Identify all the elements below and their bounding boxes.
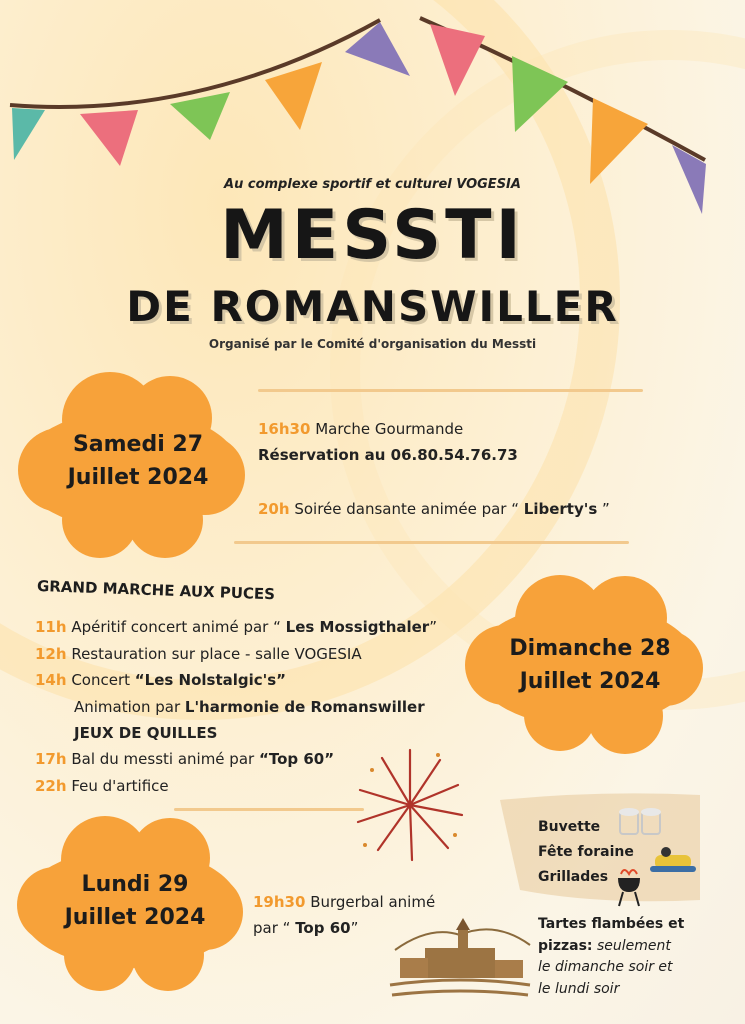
event-text: Marche Gourmande — [310, 420, 464, 438]
sunday-item: Animation par L'harmonie de Romanswiller — [74, 698, 425, 716]
sunday-item: 17h Bal du messti animé par “Top 60” — [35, 750, 335, 768]
monday-event-line2: par “ Top 60” — [253, 919, 359, 937]
title-messti: MESSTI — [220, 196, 525, 275]
buvette-label: Buvette — [538, 819, 601, 835]
tartes-flambees-note — [538, 914, 684, 1001]
title-romanswiller: DE ROMANSWILLER — [126, 282, 619, 331]
sunday-item: JEUX DE QUILLES — [74, 724, 218, 742]
sunday-date-line1: Dimanche 28 — [509, 636, 671, 661]
sunday-item: 12h Restauration sur place - salle VOGESIA — [35, 645, 362, 663]
event-time: 20h — [258, 500, 290, 518]
organiser-line: Organisé par le Comité d'organisation du Messti — [208, 337, 537, 351]
monday-date-line1: Lundi 29 — [81, 872, 189, 897]
monday-date-line2: Juillet 2024 — [64, 905, 206, 930]
event-text: Soirée dansante animée par “ — [289, 500, 524, 518]
band-name: Liberty's — [523, 500, 598, 518]
tartes-line1: Tartes flambées et — [538, 916, 685, 932]
sunday-item: 22h Feu d'artifice — [35, 777, 169, 795]
flea-market-heading: GRAND MARCHE AUX PUCES — [36, 577, 276, 604]
sunday-item: 11h Apéritif concert animé par “ Les Mossigthaler” — [35, 618, 437, 636]
sunday-date-line2: Juillet 2024 — [519, 669, 661, 694]
monday-event: 19h30 Burgerbal animé — [253, 893, 436, 911]
grillades-label: Grillades — [538, 869, 609, 886]
tartes-line2: pizzas: seulement — [538, 937, 671, 954]
saturday-reservation: Réservation au 06.80.54.76.73 — [258, 446, 518, 464]
fete-foraine-label: Fête foraine — [538, 844, 634, 861]
event-end: ” — [597, 500, 610, 518]
event-time: 16h30 — [258, 420, 311, 438]
saturday-date-line1: Samedi 27 — [72, 432, 204, 457]
tartes-line4: le lundi soir — [538, 981, 620, 998]
venue-line: Au complexe sportif et culturel VOGESIA — [224, 177, 521, 192]
saturday-date-line2: Juillet 2024 — [67, 465, 209, 490]
sunday-item: 14h Concert “Les Nolstalgic's” — [35, 671, 287, 689]
tartes-line3: le dimanche soir et — [538, 959, 673, 976]
